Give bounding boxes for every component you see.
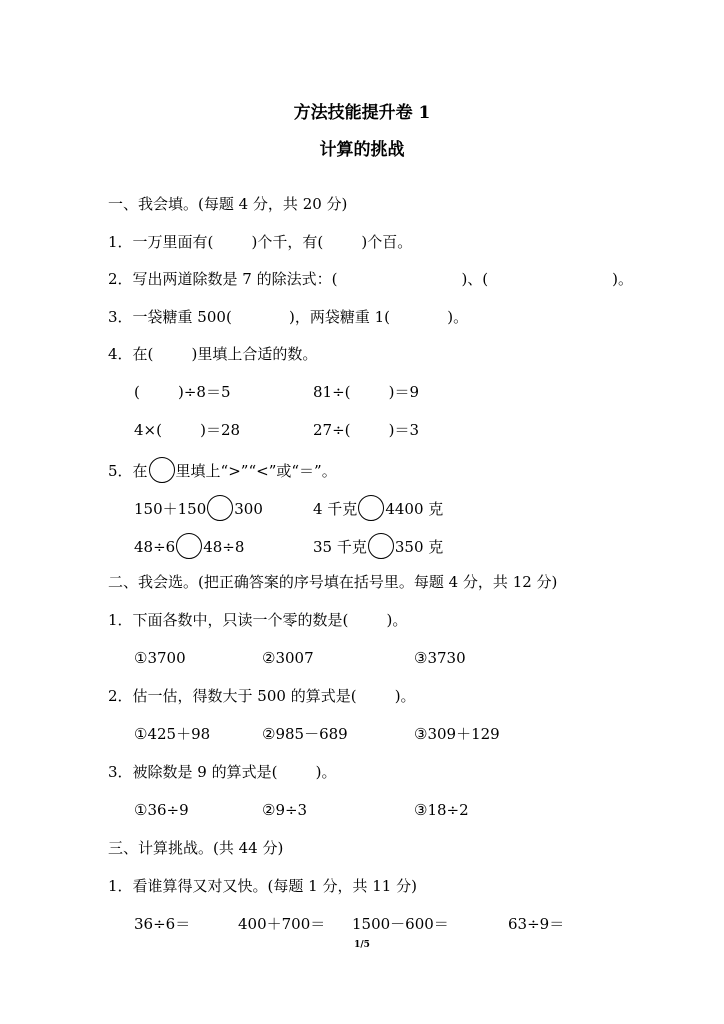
q5-b-right: 4400 克 xyxy=(385,500,444,518)
s2-q1-option-3: ③3730 xyxy=(414,649,466,667)
q5-d-left: 35 千克 xyxy=(313,538,367,556)
s2-question-3: 3．被除数是 9 的算式是( )。 xyxy=(108,763,337,781)
compare-circle xyxy=(176,533,202,559)
s1-q4-item-b: 81÷( )＝9 xyxy=(313,383,420,401)
s2-q3-option-2: ②9÷3 xyxy=(262,801,308,819)
s1-q5-item-c xyxy=(134,535,244,561)
s1-question-4: 4．在( )里填上合适的数。 xyxy=(108,345,318,363)
s1-q4-item-d: 27÷( )＝3 xyxy=(313,421,420,439)
s2-q3-option-1: ①36÷9 xyxy=(134,801,189,819)
q5-d-right: 350 克 xyxy=(394,538,444,556)
s2-question-2: 2．估一估，得数大于 500 的算式是( )。 xyxy=(108,687,416,705)
compare-circle xyxy=(149,457,175,483)
s1-question-3: 3．一袋糖重 500( )，两袋糖重 1( )。 xyxy=(108,308,469,326)
s1-question-2: 2．写出两道除数是 7 的除法式：( )、( )。 xyxy=(108,270,633,288)
q5-b-left: 4 千克 xyxy=(313,500,358,518)
s2-question-1: 1．下面各数中，只读一个零的数是( )。 xyxy=(108,611,408,629)
page-subtitle: 计算的挑战 xyxy=(319,140,405,160)
s1-q5-item-a xyxy=(134,497,263,523)
q5-c-left: 48÷6 xyxy=(134,538,176,556)
s1-q5-suffix: 里填上“>”“<”或“＝”。 xyxy=(175,462,337,480)
q5-a-right: 300 xyxy=(234,500,263,518)
section3-heading: 三、计算挑战。(共 44 分) xyxy=(108,839,284,857)
page-title: 方法技能提升卷 1 xyxy=(293,103,431,123)
s1-question-1: 1．一万里面有( )个千，有( )个百。 xyxy=(108,233,413,251)
section1-heading: 一、我会填。(每题 4 分，共 20 分) xyxy=(108,195,348,213)
s1-question-5 xyxy=(108,459,337,485)
s1-q5-prefix: 5．在 xyxy=(108,462,148,480)
s3-q1-item-1: 36÷6＝ xyxy=(134,915,191,933)
s1-q4-item-a: ( )÷8＝5 xyxy=(134,383,231,401)
s1-q4-item-c: 4×( )＝28 xyxy=(134,421,241,439)
s2-q2-option-1: ①425＋98 xyxy=(134,725,211,743)
section2-heading: 二、我会选。(把正确答案的序号填在括号里。每题 4 分，共 12 分) xyxy=(108,573,558,591)
s2-q1-option-2: ②3007 xyxy=(262,649,314,667)
s3-q1-item-4: 63÷9＝ xyxy=(508,915,565,933)
s2-q1-option-1: ①3700 xyxy=(134,649,186,667)
q5-c-right: 48÷8 xyxy=(203,538,245,556)
s3-q1-item-2: 400＋700＝ xyxy=(238,915,326,933)
s2-q3-option-3: ③18÷2 xyxy=(414,801,469,819)
s1-q5-item-b xyxy=(313,497,443,523)
q5-a-left: 150＋150 xyxy=(134,500,207,518)
s3-question-1: 1．看谁算得又对又快。(每题 1 分，共 11 分) xyxy=(108,877,417,895)
s2-q2-option-2: ②985－689 xyxy=(262,725,348,743)
compare-circle xyxy=(207,495,233,521)
compare-circle xyxy=(368,533,394,559)
page-number: 1/5 xyxy=(354,940,370,950)
s3-q1-item-3: 1500－600＝ xyxy=(352,915,449,933)
s2-q2-option-3: ③309＋129 xyxy=(414,725,500,743)
compare-circle xyxy=(358,495,384,521)
s1-q5-item-d xyxy=(313,535,443,561)
